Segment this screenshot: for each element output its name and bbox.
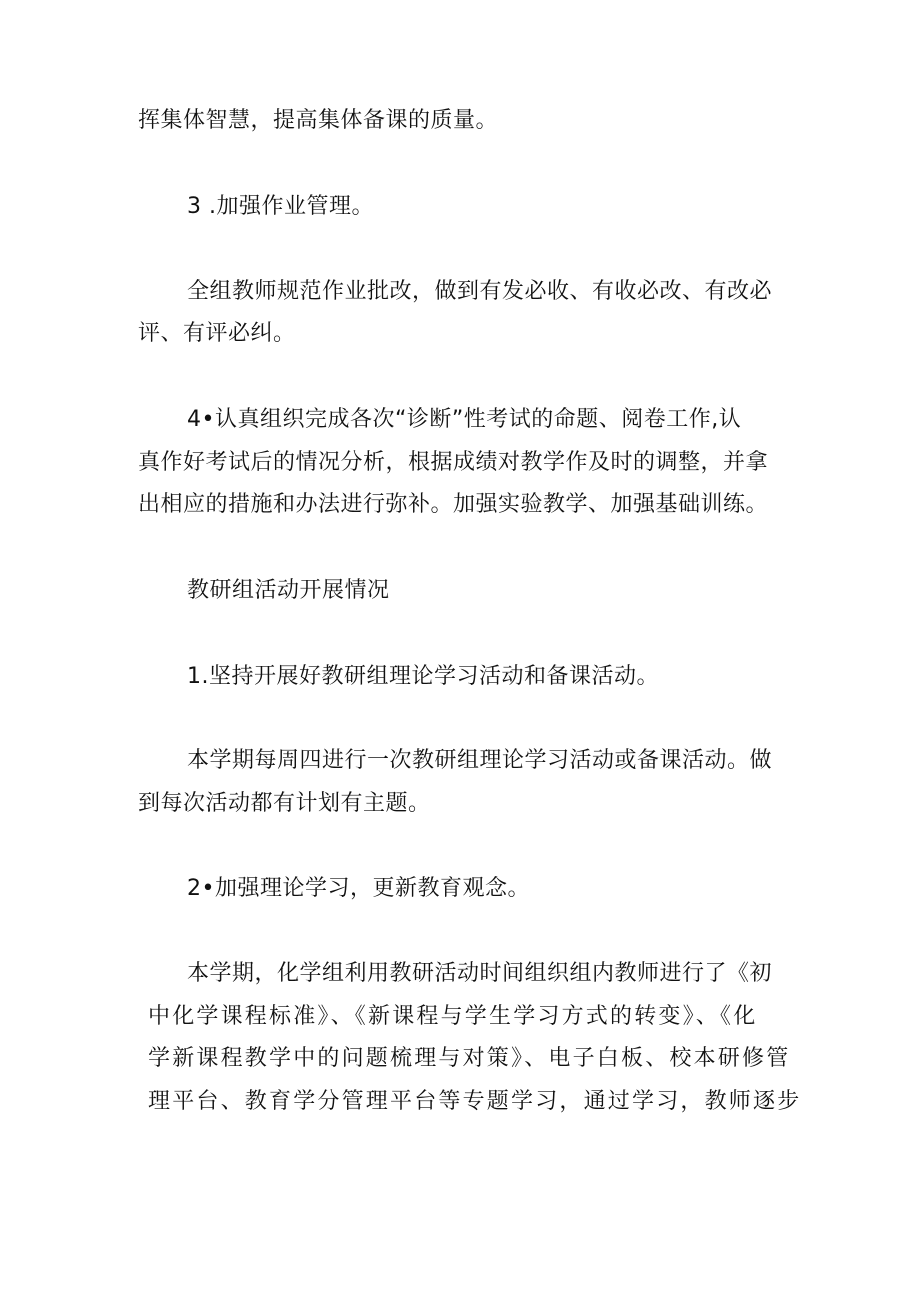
paragraph-text-line: 理平台、教育学分管理平台等专题学习，通过学习，教师逐步 bbox=[148, 1089, 802, 1114]
section-heading: 2•加强理论学习，更新教育观念。 bbox=[187, 876, 530, 901]
paragraph-text-line: 本学期，化学组利用教研活动时间组织组内教师进行了《初 bbox=[187, 961, 773, 986]
paragraph-text-line: 到每次活动都有计划有主题。 bbox=[138, 791, 431, 816]
section-heading: 教研组活动开展情况 bbox=[187, 578, 390, 603]
paragraph-text-line: 挥集体智慧，提高集体备课的质量。 bbox=[138, 108, 499, 133]
paragraph-text-line: 学新课程教学中的问题梳理与对策》、电子白板、校本研修管 bbox=[148, 1046, 791, 1071]
section-heading: 3 .加强作业管理。 bbox=[187, 194, 374, 219]
paragraph-text-line: 4•认真组织完成各次“诊断”性考试的命题、阅卷工作,认 bbox=[187, 407, 742, 432]
paragraph-text-line: 本学期每周四进行一次教研组理论学习活动或备课活动。做 bbox=[187, 748, 773, 773]
paragraph-text-line: 真作好考试后的情况分析，根据成绩对教学作及时的调整，并拿 bbox=[138, 450, 769, 475]
paragraph-text-line: 评、有评必纠。 bbox=[138, 321, 296, 346]
paragraph-text-line: 全组教师规范作业批改，做到有发必收、有收必改、有改必 bbox=[187, 279, 773, 304]
paragraph-text-line: 出相应的措施和办法进行弥补。加强实验教学、加强基础训练。 bbox=[138, 492, 769, 517]
section-heading: 1.坚持开展好教研组理论学习活动和备课活动。 bbox=[187, 664, 659, 689]
paragraph-text-line: 中化学课程标准》、《新课程与学生学习方式的转变》、《化 bbox=[148, 1004, 758, 1029]
